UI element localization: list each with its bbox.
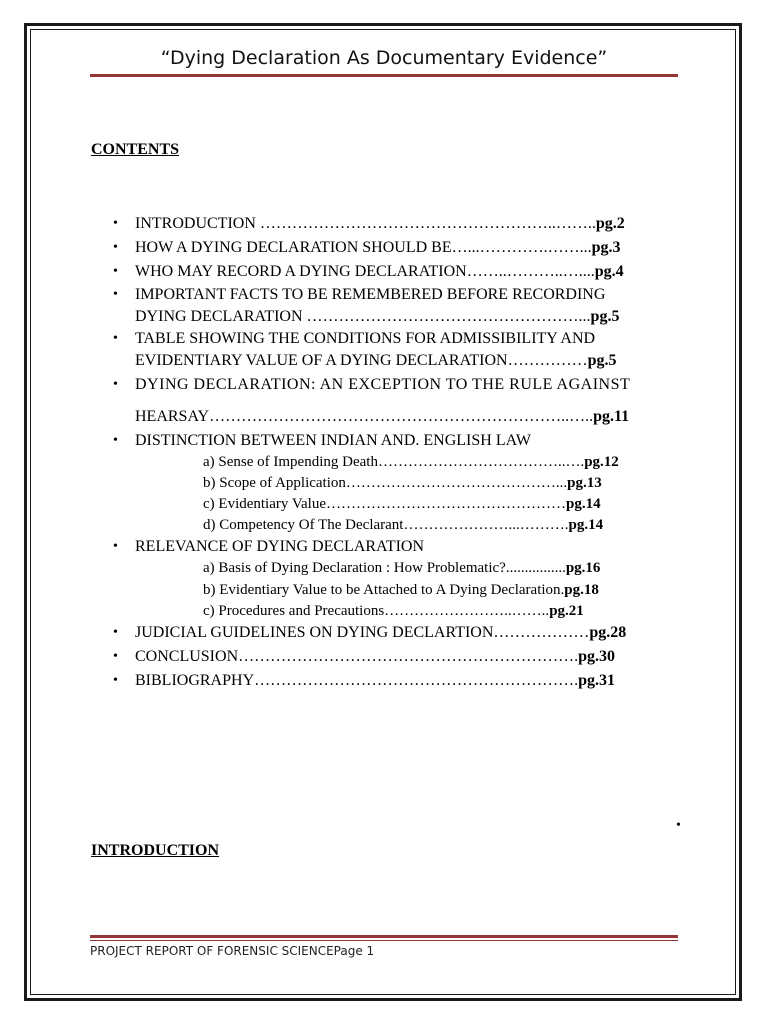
toc-subitem: a) Basis of Dying Declaration : How Problematic?................pg.16 [203,560,601,576]
toc-item-introduction: INTRODUCTION ………………………………………………..……..pg.2 [135,215,625,232]
toc-item-important-facts: IMPORTANT FACTS TO BE REMEMBERED BEFORE RECORDING [135,286,606,303]
toc-item-how: HOW A DYING DECLARATION SHOULD BE…...………….……...pg.3 [135,239,621,256]
bullet-icon: • [113,216,118,231]
toc-subitem: b) Scope of Application……………………………………...pg.13 [203,475,602,491]
bullet-icon: • [113,433,118,448]
footer-rule-thin [90,940,678,941]
stray-bullet-icon: • [676,818,681,833]
toc-item-conclusion: CONCLUSION……………………………………………………….pg.30 [135,648,616,665]
bullet-icon: • [113,264,118,279]
toc-item-judicial: JUDICIAL GUIDELINES ON DYING DECLARTION………………pg.28 [135,624,627,641]
toc-item-bibliography: BIBLIOGRAPHY…………………………………………………….pg.31 [135,672,616,689]
introduction-heading: INTRODUCTION [91,842,220,859]
toc-item-table: TABLE SHOWING THE CONDITIONS FOR ADMISSIBILITY AND [135,330,596,347]
page-footer: PROJECT REPORT OF FORENSIC SCIENCEPage 1 [90,944,375,958]
bullet-icon: • [113,539,118,554]
toc-subitem: b) Evidentiary Value to be Attached to A Dying Declaration.pg.18 [203,582,599,598]
toc-item-distinction: DISTINCTION BETWEEN INDIAN AND. ENGLISH LAW [135,432,531,449]
bullet-icon: • [113,673,118,688]
bullet-icon: • [113,240,118,255]
toc-item-hearsay: DYING DECLARATION: AN EXCEPTION TO THE RULE AGAINST [135,376,631,393]
toc-item-who: WHO MAY RECORD A DYING DECLARATION……..………..…....pg.4 [135,263,624,280]
bullet-icon: • [113,377,118,392]
toc-item-hearsay-cont: HEARSAY…………………………………………………………..…..pg.11 [135,408,630,425]
bullet-icon: • [113,287,118,302]
toc-subitem: c) Evidentiary Value…………………………………………pg.14 [203,496,601,512]
toc-subitem: d) Competency Of The Declarant…………………...……….pg.14 [203,517,604,533]
header-title: “Dying Declaration As Documentary Evidence” [160,47,608,69]
footer-rule-thick [90,935,678,938]
toc-item-table-cont: EVIDENTIARY VALUE OF A DYING DECLARATION……………pg.5 [135,352,617,369]
toc-subitem: a) Sense of Impending Death………………………………..….pg.12 [203,454,619,470]
bullet-icon: • [113,649,118,664]
bullet-icon: • [113,625,118,640]
toc-item-relevance: RELEVANCE OF DYING DECLARATION [135,538,425,555]
contents-heading: CONTENTS [91,141,180,158]
toc-subitem: c) Procedures and Precautions……………………..……..pg.21 [203,603,584,619]
bullet-icon: • [113,331,118,346]
toc-item-important-facts-cont: DYING DECLARATION ……………………………………………...pg.5 [135,308,620,325]
